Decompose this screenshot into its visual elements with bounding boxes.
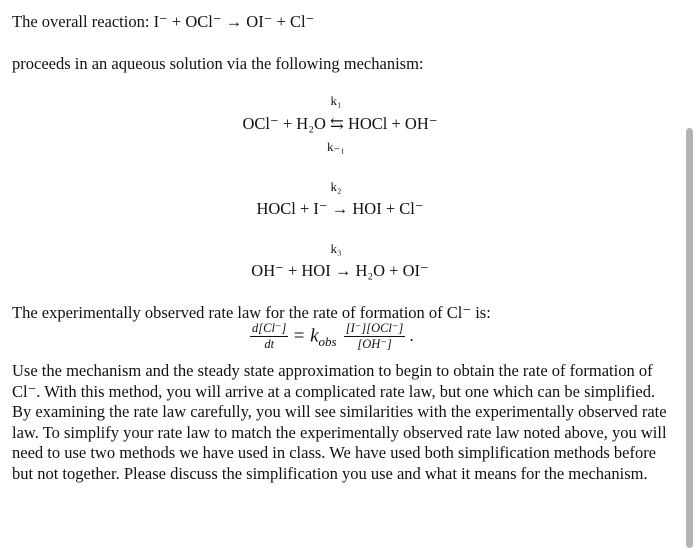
- overall-label: The overall reaction:: [12, 12, 150, 31]
- rate-lhs-fraction: [250, 322, 288, 350]
- step2-equation: HOCl + I⁻ → HOI + Cl⁻: [256, 199, 424, 218]
- rate-rhs-numerator: [I⁻][OCl⁻]: [345, 321, 404, 335]
- overall-reaction: [12, 14, 314, 31]
- step1-k-forward: k₁: [330, 93, 342, 108]
- step2-k: k₂: [330, 179, 342, 194]
- rate-rhs-denominator: [OH⁻]: [357, 336, 392, 351]
- step1-equation: OCl⁻ + H₂O ⇆ HOCl + OH⁻: [242, 114, 438, 133]
- rate-equals-k: = k: [292, 325, 319, 347]
- rate-k-subscript: obs: [318, 333, 337, 349]
- overall-equation: I⁻ + OCl⁻ → OI⁻ + Cl⁻: [153, 12, 315, 31]
- vertical-scrollbar[interactable]: [686, 128, 693, 548]
- step3-equation: OH⁻ + HOI → H₂O + OI⁻: [251, 261, 429, 280]
- rate-law-lead: The experimentally observed rate law for the rate of formation of Cl⁻ is:: [12, 303, 491, 322]
- rate-lhs-denominator: dt: [264, 336, 275, 351]
- rate-law-equation: [250, 322, 414, 350]
- rate-rhs-fraction: [344, 322, 406, 350]
- step1-k-reverse: k₋₁: [327, 139, 345, 154]
- rate-lhs-numerator: d[Cl⁻]: [252, 321, 287, 335]
- intro-text: proceeds in an aqueous solution via the following mechanism:: [12, 54, 424, 73]
- instructions-paragraph: Use the mechanism and the steady state approximation to begin to obtain the rate of formation of Cl⁻. With this method, you will arrive at a complicated rate law, but one which can be simplified. By examining the rate law carefully, you will see similarities with the experimentally observed rate law. To simplify your rate law to match the experimentally observed rate law noted above, you will need to use two methods we have used in class. We have used both simplification methods before but not together. Please discuss the simplification you use and what it means for the mechanism.: [12, 361, 667, 483]
- step3-k: k₃: [330, 241, 342, 256]
- rate-end-period: .: [409, 325, 414, 345]
